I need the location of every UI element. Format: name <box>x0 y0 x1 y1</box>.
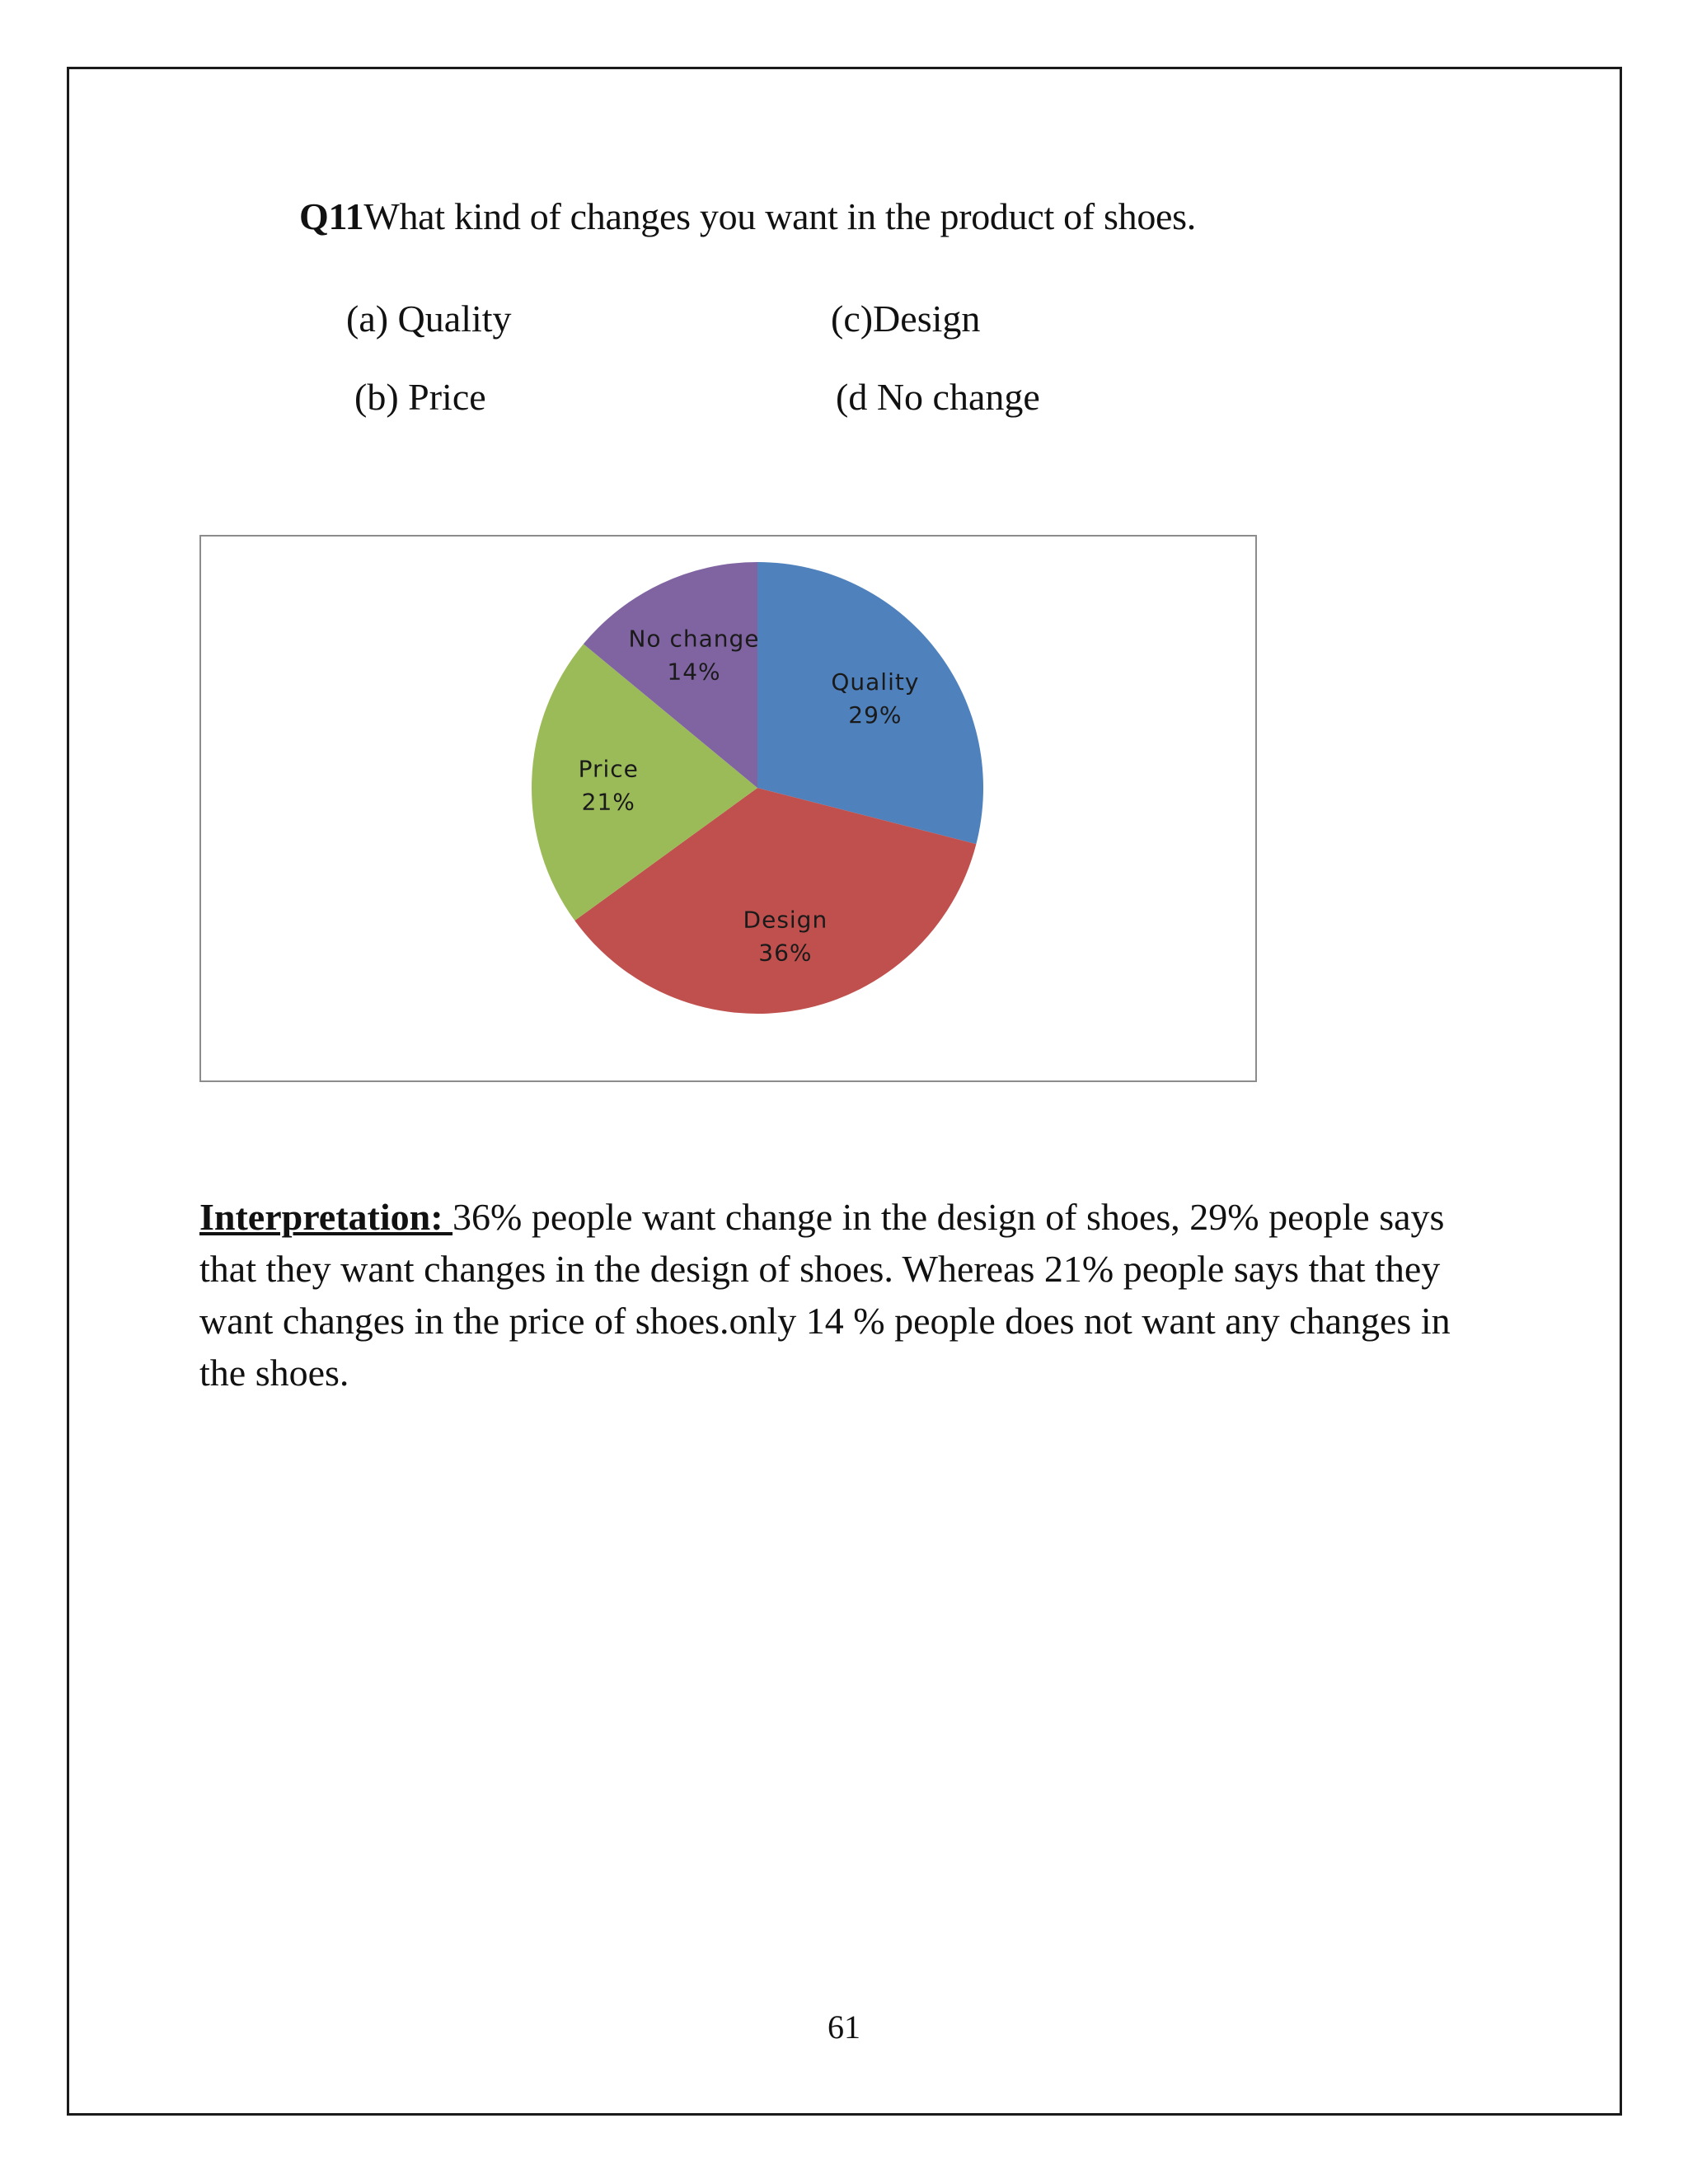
pie-chart-svg <box>201 537 1255 1080</box>
interpretation-text: 36% people want change in the design of shoes, 29% people says that they want changes in the design of shoes. Whereas 21% people says that they want changes in the price of shoes.only 14 % people does not want any changes in the shoes. <box>199 1196 1451 1394</box>
question-number: Q11 <box>299 195 364 237</box>
interpretation-paragraph <box>199 1191 1502 1399</box>
question-text: What kind of changes you want in the product of shoes. <box>363 195 1196 237</box>
pie-label-design: Design 36% <box>743 906 828 967</box>
pie-label-price: Price 21% <box>578 755 639 816</box>
pie-chart <box>199 535 1257 1082</box>
page-number: 61 <box>828 2008 860 2046</box>
page-border <box>67 67 1622 2116</box>
interpretation-label: Interpretation: <box>199 1196 453 1238</box>
question-heading <box>299 194 1196 238</box>
option-c: (c)Design <box>831 298 981 340</box>
option-b: (b) Price <box>354 376 486 418</box>
option-a: (a) Quality <box>346 298 512 340</box>
option-d: (d No change <box>836 376 1040 418</box>
pie-label-quality: Quality 29% <box>831 668 920 729</box>
pie-label-no-change: No change 14% <box>628 625 760 686</box>
